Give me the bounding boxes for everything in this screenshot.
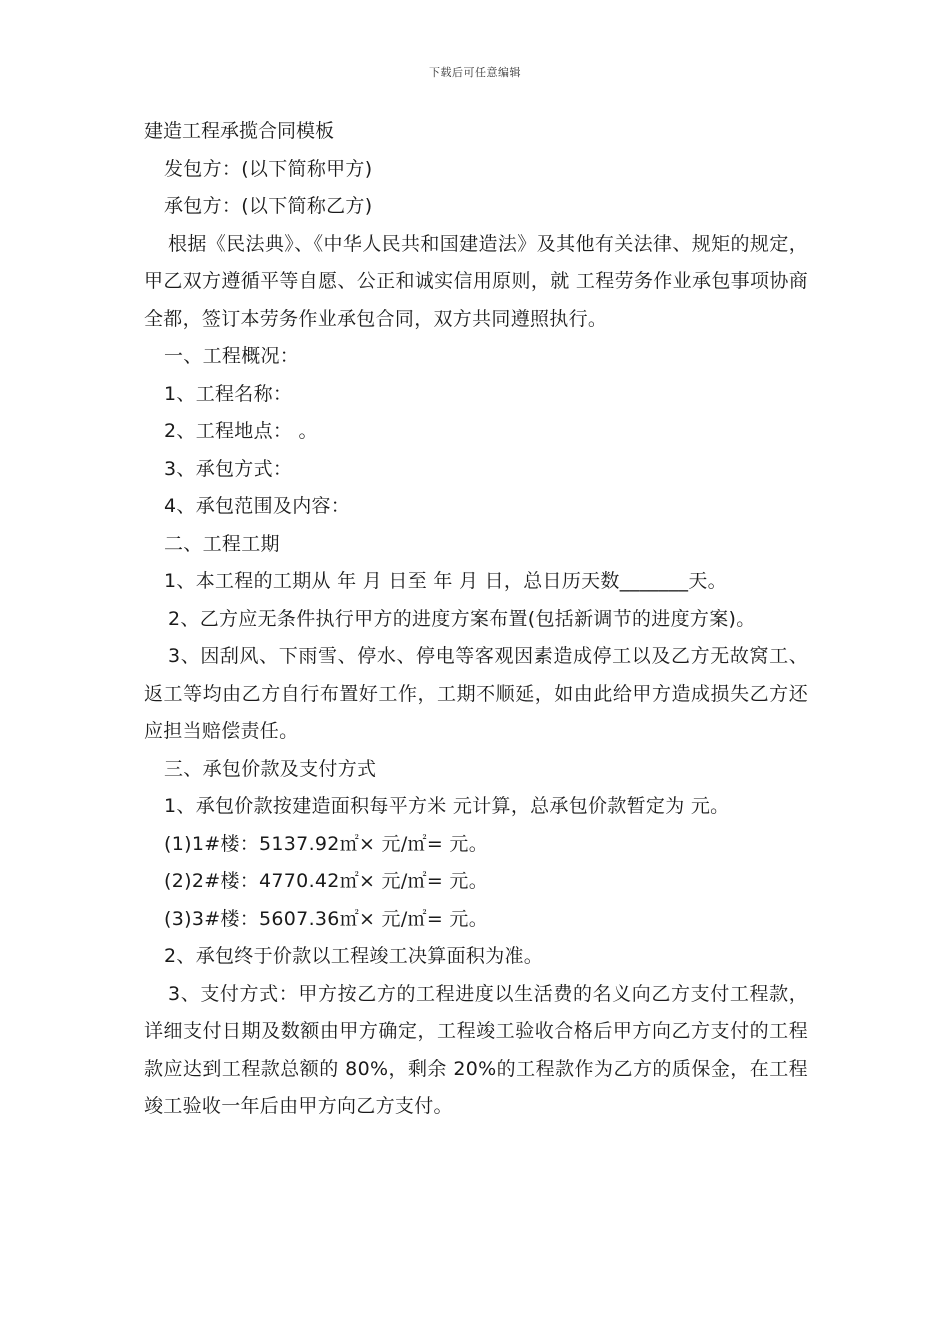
section-heading-schedule: 二、工程工期 <box>164 532 280 555</box>
clause-building-1: (1)1#楼：5137.92㎡× 元/㎡= 元。 <box>164 832 489 855</box>
clause-duration: 1、本工程的工期从 年 月 日至 年 月 日，总日历天数_______天。 <box>164 570 727 592</box>
page-header-note: 下载后可任意编辑 <box>429 66 521 79</box>
clause-delays: 3、因刮风、下雨雪、停水、停电等客观因素造成停工以及乙方无故窝工、返工等均由乙方自行布置好工作，工期不顺延，如由此给甲方造成损失乙方还应担当赔偿责任。 <box>144 645 808 742</box>
clause-building-3: (3)3#楼：5607.36㎡× 元/㎡= 元。 <box>164 907 489 930</box>
section-heading-payment: 三、承包价款及支付方式 <box>164 757 377 780</box>
document-body <box>144 113 808 1126</box>
clause-project-name: 1、工程名称： <box>164 382 293 405</box>
clause-payment-method: 3、支付方式：甲方按乙方的工程进度以生活费的名义向乙方支付工程款，详细支付日期及数额由甲方确定，工程竣工验收合格后甲方向乙方支付的工程款应达到工程款总额的 80%，剩余 20%的工程款作为乙方的质保金，在工程竣工验收一年后由甲方向乙方支付。 <box>144 982 808 1117</box>
document-title: 建造工程承揽合同模板 <box>144 120 335 142</box>
clause-scope: 4、承包范围及内容： <box>164 495 351 517</box>
party-a-line: 发包方：(以下简称甲方) <box>164 157 373 180</box>
section-heading-overview: 一、工程概况： <box>164 345 300 367</box>
party-b-line: 承包方：(以下简称乙方) <box>164 195 373 217</box>
clause-building-2: (2)2#楼：4770.42㎡× 元/㎡= 元。 <box>164 870 489 892</box>
clause-final-price: 2、承包终于价款以工程竣工决算面积为准。 <box>164 945 544 967</box>
clause-contract-mode: 3、承包方式： <box>164 457 293 480</box>
clause-project-location: 2、工程地点： 。 <box>164 420 318 442</box>
preamble-paragraph: 根据《民法典》、《中华人民共和国建造法》及其他有关法律、规矩的规定，甲乙双方遵循平等自愿、公正和诚实信用原则，就 工程劳务作业承包事项协商全都，签订本劳务作业承包合同，双方共同遵照执行。 <box>144 232 808 330</box>
clause-progress-plan: 2、乙方应无条件执行甲方的进度方案布置(包括新调节的进度方案)。 <box>168 607 756 630</box>
clause-contract-price: 1、承包价款按建造面积每平方米 元计算，总承包价款暂定为 元。 <box>164 795 730 817</box>
